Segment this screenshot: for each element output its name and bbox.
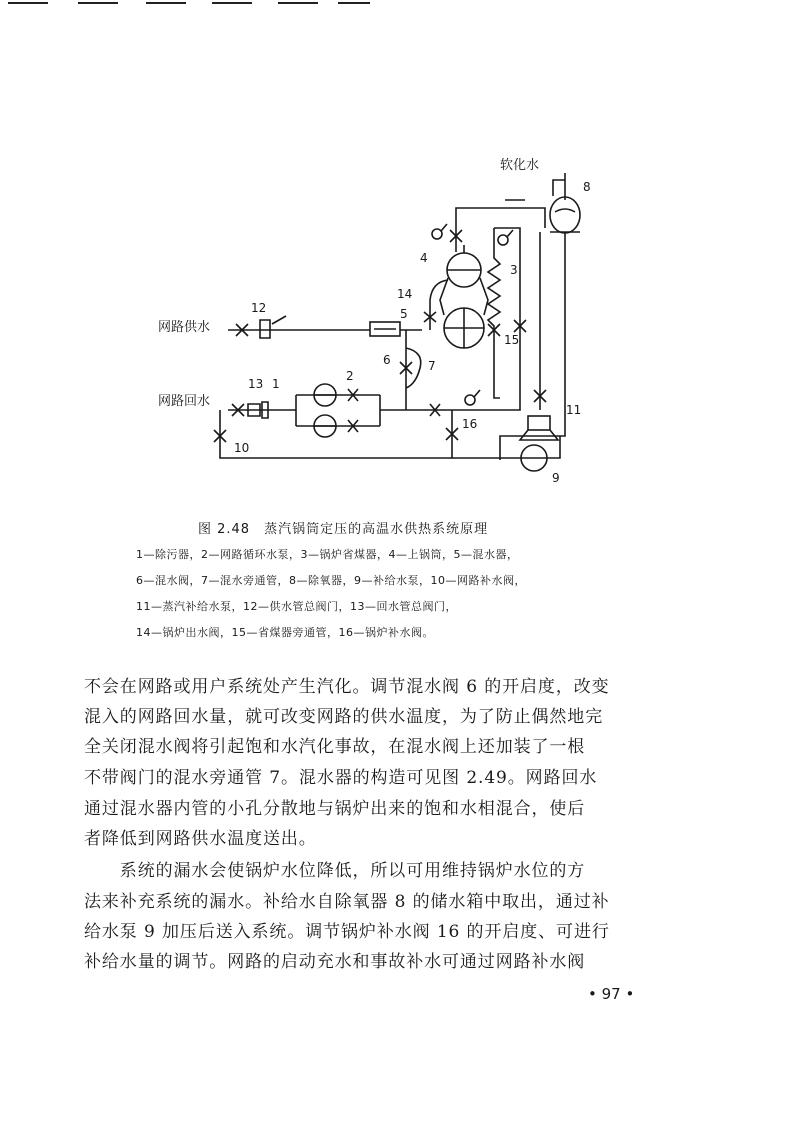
paragraph-2-line-1: 系统的漏水会使锅炉水位降低，所以可用维持锅炉水位的方 [84,861,586,881]
paragraph-1-line-3: 全关闭混水阀将引起饱和水汽化事故，在混水阀上还加装了一根 [84,737,586,757]
callout-10: 10 [234,441,250,455]
callout-5: 5 [400,307,408,321]
callout-12: 12 [251,301,267,315]
paragraph-1-line-6: 者降低到网路供水温度送出。 [84,829,317,849]
callout-16: 16 [462,417,478,431]
label-softened-water: 软化水 [500,158,540,173]
callout-13: 13 [248,377,264,391]
legend-line-4: 14—锅炉出水阀，15—省煤器旁通管，16—锅炉补水阀。 [136,626,434,639]
label-network-return: 网路回水 [158,394,211,409]
callout-6: 6 [383,353,391,367]
callout-9: 9 [552,471,560,485]
callout-11: 11 [566,403,582,417]
callout-15: 15 [504,333,520,347]
callout-2: 2 [346,369,354,383]
paragraph-1-line-5: 通过混水器内管的小孔分散地与锅炉出来的饱和水相混合，使后 [84,799,586,819]
paragraph-2-line-2: 法来补充系统的漏水。补给水自除氧器 8 的储水箱中取出，通过补 [84,892,610,912]
paragraph-1-line-1: 不会在网路或用户系统处产生汽化。调节混水阀 6 的开启度，改变 [84,677,610,697]
legend-line-1: 1—除污器，2—网路循环水泵，3—锅炉省煤器，4—上锅筒，5—混水器， [136,548,519,561]
label-network-supply: 网路供水 [158,320,211,335]
heating-system-diagram [0,0,793,510]
paragraph-1-line-2: 混入的网路回水量，就可改变网路的供水温度，为了防止偶然地完 [84,707,604,727]
callout-4: 4 [420,251,428,265]
callout-7: 7 [428,359,436,373]
legend-line-2: 6—混水阀，7—混水旁通管，8—除氧器，9—补给水泵，10—网路补水阀， [136,574,526,587]
callout-1: 1 [272,377,280,391]
paragraph-1-line-4: 不带阀门的混水旁通管 7。混水器的构造可见图 2.49。网路回水 [84,768,598,788]
figure-caption: 图 2.48 蒸汽锅筒定压的高温水供热系统原理 [198,522,489,537]
page-number: • 97 • [588,985,635,1003]
paragraph-2-line-4: 补给水量的调节。网路的启动充水和事故补水可通过网路补水阀 [84,952,586,972]
paragraph-2-line-3: 给水泵 9 加压后送入系统。调节锅炉补水阀 16 的开启度、可进行 [84,922,610,942]
callout-3: 3 [510,263,518,277]
callout-8: 8 [583,180,591,194]
callout-14: 14 [397,287,413,301]
legend-line-3: 11—蒸汽补给水泵，12—供水管总阀门，13—回水管总阀门， [136,600,457,613]
